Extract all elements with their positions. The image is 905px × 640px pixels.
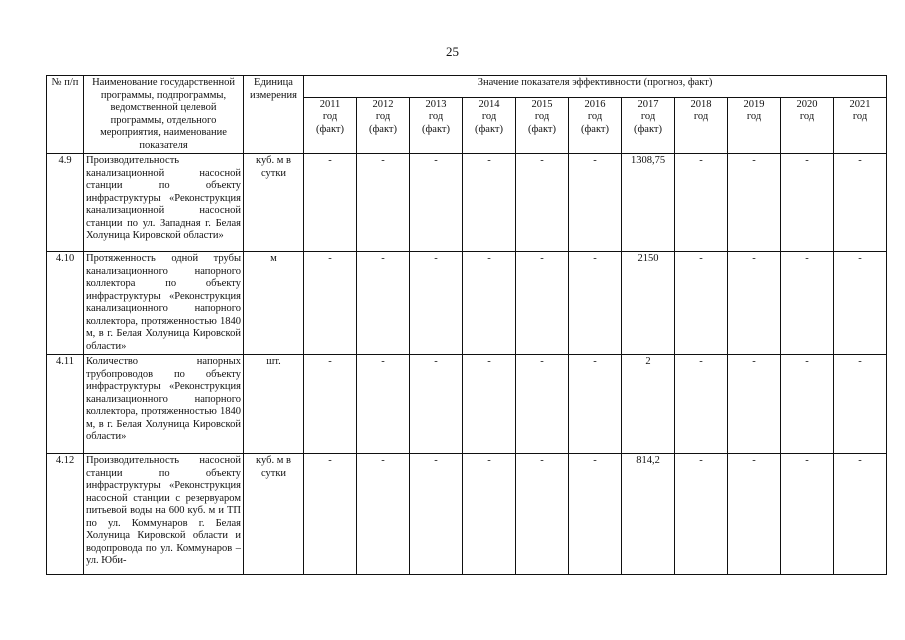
value-cell-2012: - (357, 252, 410, 355)
value-cell-2020: - (781, 154, 834, 252)
header-year-line2: год (587, 111, 603, 123)
value-cell-2019: - (728, 252, 781, 355)
value-cell-2021: - (834, 454, 887, 575)
value-cell-2013: - (410, 154, 463, 252)
value-cell-2011: - (304, 454, 357, 575)
unit-of-measure: м (244, 252, 304, 355)
value-cell-2020: - (781, 252, 834, 355)
value-cell-2014: - (463, 154, 516, 252)
value-cell-2019: - (728, 154, 781, 252)
header-year-line2: год (322, 111, 338, 123)
header-year-2020 (781, 97, 834, 153)
header-row-top (47, 76, 887, 98)
value-cell-2018: - (675, 454, 728, 575)
header-year-line3: (факт) (421, 123, 450, 135)
header-year-line2: год (852, 111, 868, 123)
header-year-year: 2013 (425, 98, 447, 110)
header-year-year: 2017 (637, 98, 659, 110)
header-year-2016 (569, 97, 622, 153)
value-cell-2015: - (516, 355, 569, 454)
header-value-group: Значение показателя эффективности (прогноз, факт) (304, 76, 887, 98)
header-year-2013 (410, 97, 463, 153)
value-cell-2018: - (675, 154, 728, 252)
header-year-year: 2014 (478, 98, 500, 110)
indicator-name: Производительность насосной станции по объекту инфраструктуры «Реконструкция насосной станции с резервуаром питьевой воды на 600 куб. м и ТП по ул. Коммунаров г. Белая Холуница Кировской области и водопровода по ул. Коммунаров – ул. Юби- (84, 454, 244, 575)
header-year-line2: год (799, 111, 815, 123)
header-year-line3 (783, 124, 831, 136)
value-cell-2012: - (357, 355, 410, 454)
header-year-line2: год (428, 111, 444, 123)
value-cell-2020: - (781, 355, 834, 454)
value-cell-2013: - (410, 355, 463, 454)
header-year-2021 (834, 97, 887, 153)
page-number: 25 (446, 44, 459, 59)
header-year-year: 2011 (319, 98, 341, 110)
value-cell-2021: - (834, 355, 887, 454)
header-year-line3: (факт) (633, 123, 662, 135)
value-cell-2016: - (569, 454, 622, 575)
unit-of-measure: куб. м в сутки (244, 154, 304, 252)
header-name: Наименование государственной программы, подпрограммы, ведомственной целевой программы, отдельного мероприятия, наименование показателя (84, 76, 244, 154)
value-cell-2019: - (728, 355, 781, 454)
value-cell-2013: - (410, 454, 463, 575)
header-year-line3: (факт) (474, 123, 503, 135)
header-year-line3: (факт) (580, 123, 609, 135)
value-cell-2012: - (357, 454, 410, 575)
value-cell-2021: - (834, 252, 887, 355)
value-cell-2016: - (569, 154, 622, 252)
value-cell-2012: - (357, 154, 410, 252)
header-year-line3 (836, 124, 884, 136)
table-row (47, 154, 887, 252)
value-cell-2015: - (516, 154, 569, 252)
unit-of-measure: куб. м в сутки (244, 454, 304, 575)
header-year-2019 (728, 97, 781, 153)
header-year-line3: (факт) (315, 123, 344, 135)
value-cell-2018: - (675, 355, 728, 454)
header-year-line3 (730, 124, 778, 136)
value-cell-2017: 1308,75 (622, 154, 675, 252)
header-num: № п/п (47, 76, 84, 154)
value-cell-2016: - (569, 252, 622, 355)
indicator-name: Протяженность одной трубы канализационного напорного коллектора по объекту инфраструктуры «Реконструкция канализационного напорного коллектора, протяженностью 1840 м, в г. Белая Холуница Кировской области» (84, 252, 244, 355)
value-cell-2019: - (728, 454, 781, 575)
header-year-year: 2012 (372, 98, 394, 110)
header-year-year: 2015 (531, 98, 553, 110)
header-year-line2: год (375, 111, 391, 123)
header-year-line2: год (481, 111, 497, 123)
header-year-2017 (622, 97, 675, 153)
header-unit: Единица измерения (244, 76, 304, 154)
header-year-2011 (304, 97, 357, 153)
table-row (47, 252, 887, 355)
value-cell-2014: - (463, 454, 516, 575)
value-cell-2011: - (304, 355, 357, 454)
header-year-line2: год (640, 111, 656, 123)
header-year-line3: (факт) (368, 123, 397, 135)
header-year-year: 2018 (690, 98, 712, 110)
header-year-year: 2021 (849, 98, 871, 110)
header-year-2014 (463, 97, 516, 153)
row-number: 4.9 (47, 154, 84, 252)
header-year-line2: год (534, 111, 550, 123)
header-year-year: 2019 (743, 98, 765, 110)
header-year-2018 (675, 97, 728, 153)
value-cell-2015: - (516, 454, 569, 575)
header-year-line2: год (693, 111, 709, 123)
value-cell-2015: - (516, 252, 569, 355)
value-cell-2020: - (781, 454, 834, 575)
value-cell-2014: - (463, 355, 516, 454)
unit-of-measure: шт. (244, 355, 304, 454)
header-year-line2: год (746, 111, 762, 123)
header-year-2015 (516, 97, 569, 153)
value-cell-2013: - (410, 252, 463, 355)
header-year-year: 2020 (796, 98, 818, 110)
header-year-line3 (677, 124, 725, 136)
table-row (47, 355, 887, 454)
value-cell-2021: - (834, 154, 887, 252)
value-cell-2011: - (304, 252, 357, 355)
value-cell-2017: 2 (622, 355, 675, 454)
row-number: 4.11 (47, 355, 84, 454)
value-cell-2017: 814,2 (622, 454, 675, 575)
header-year-2012 (357, 97, 410, 153)
header-year-year: 2016 (584, 98, 606, 110)
value-cell-2011: - (304, 154, 357, 252)
value-cell-2017: 2150 (622, 252, 675, 355)
row-number: 4.12 (47, 454, 84, 575)
indicator-table (46, 75, 887, 575)
row-number: 4.10 (47, 252, 84, 355)
value-cell-2014: - (463, 252, 516, 355)
indicator-name: Производительность канализационной насосной станции по объекту инфраструктуры «Реконструкция канализационной насосной станции по ул. Западная г. Белая Холуница Кировской области» (84, 154, 244, 252)
value-cell-2016: - (569, 355, 622, 454)
table-row (47, 454, 887, 575)
indicator-name: Количество напорных трубопроводов по объекту инфраструктуры «Реконструкция канализационного напорного коллектора, протяженностью 1840 м, в г. Белая Холуница Кировской области» (84, 355, 244, 454)
value-cell-2018: - (675, 252, 728, 355)
header-year-line3: (факт) (527, 123, 556, 135)
